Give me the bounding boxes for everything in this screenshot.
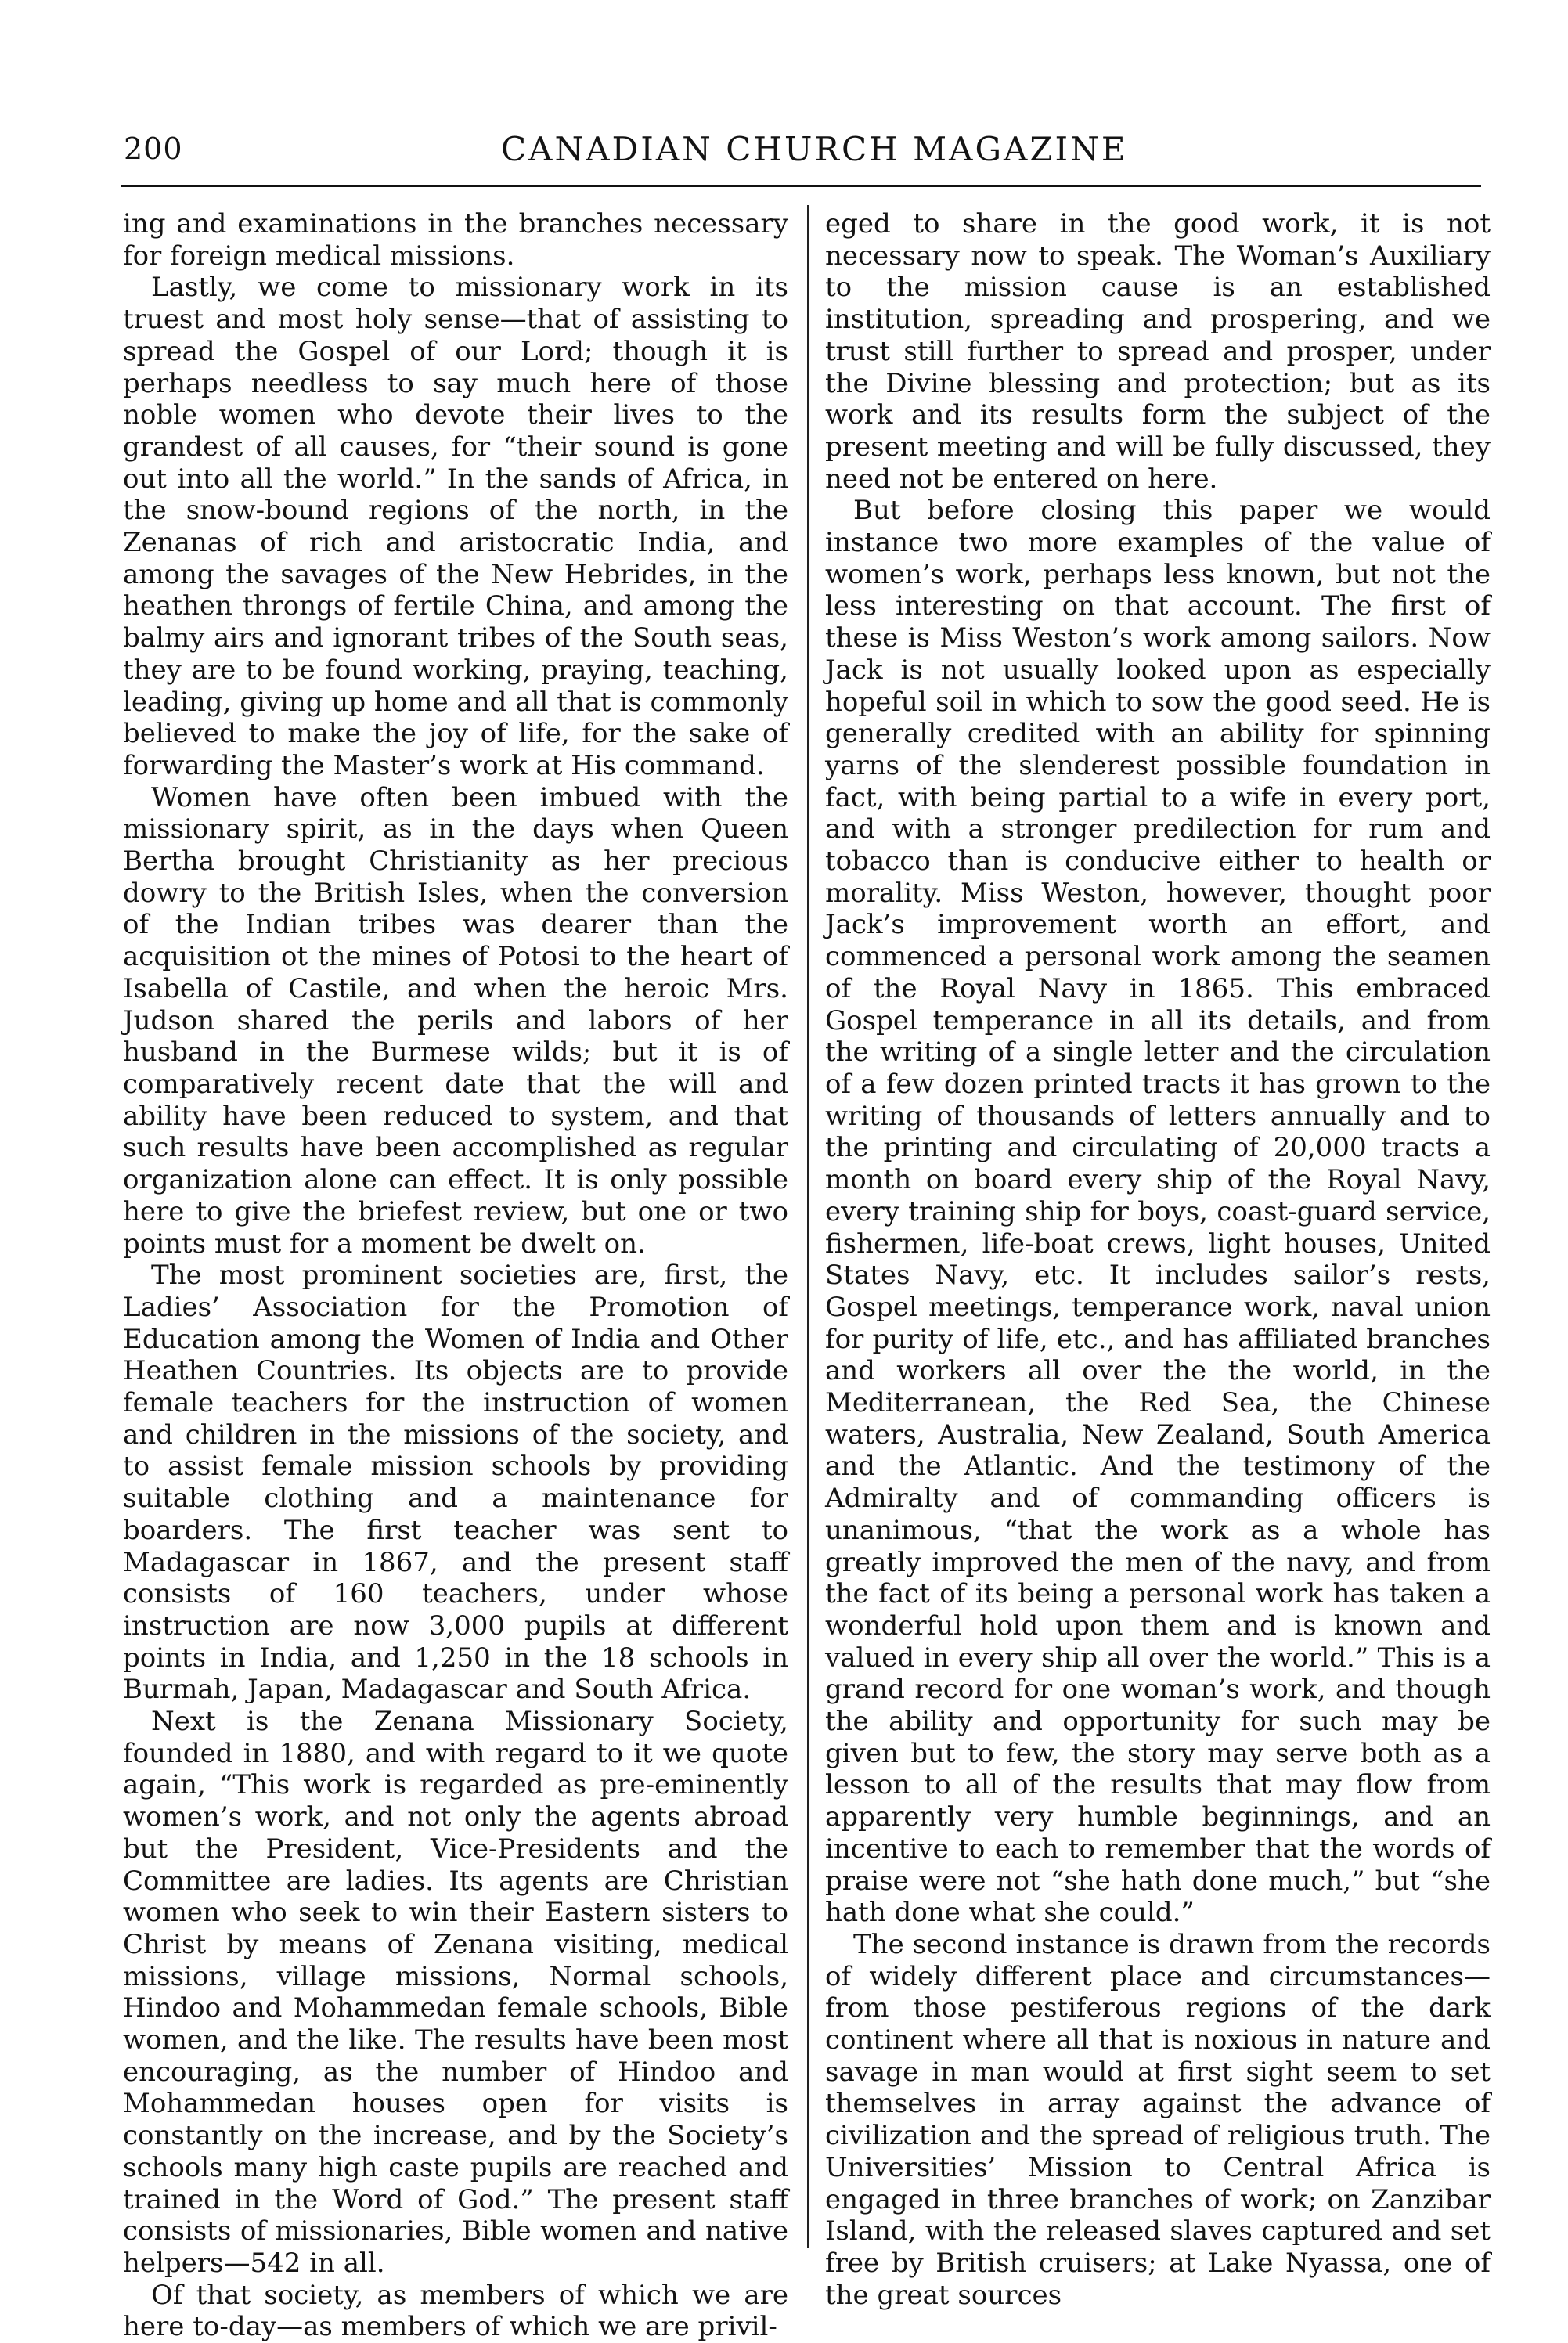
right-column — [825, 208, 1491, 2311]
paragraph: eged to share in the good work, it is not necessary now to speak. The Woman’s Auxiliary to the mission cause is an established institution, spreading and prospering, and we trust still further to spread and prosper, under the Divine blessing and protection; but as its work and its results form the subject of the present meeting and will be fully discussed, they need not be entered on here. — [825, 208, 1491, 495]
page-number: 200 — [124, 132, 183, 166]
paragraph: Of that society, as members of which we are here to-day—as members of which we are privil- — [123, 2279, 788, 2343]
paragraph: But before closing this paper we would instance two more examples of the value of women’s work, perhaps less known, but not the less interesting on that account. The first of these is Miss Weston’s work among sailors. Now Jack is not usually looked upon as especially hopeful soil in which to sow the good seed. He is generally credited with an ability for spinning yarns of the slenderest possible foundation in fact, with being partial to a wife in every port, and with a stronger predilection for rum and tobacco than is conducive either to health or morality. Miss Weston, however, thought poor Jack’s improvement worth an effort, and commenced a personal work among the seamen of the Royal Navy in 1865. This embraced Gospel temperance in all its details, and from the writing of a single letter and the circulation of a few dozen printed tracts it has grown to the writing of thousands of letters annually and to the printing and circulating of 20,000 tracts a month on board every ship of the Royal Navy, every training ship for boys, coast-guard service, fishermen, life-boat crews, light houses, United States Navy, etc. It includes sailor’s rests, Gospel meetings, temperance work, naval union for purity of life, etc., and has affiliated branches and workers all over the the world, in the Mediterranean, the Red Sea, the Chinese waters, Australia, New Zealand, South America and the Atlantic. And the testimony of the Admiralty and of commanding officers is unanimous, “that the work as a whole has greatly improved the men of the navy, and from the fact of its being a personal work has taken a wonderful hold upon them and is known and valued in every ship all over the world.” This is a grand record for one woman’s work, and though the ability and opportunity for such may be given but to few, the story may serve both as a lesson to all of the results that may flow from apparently very humble beginnings, and an incentive to each to remember that the words of praise were not “she hath done much,” but “she hath done what she could.” — [825, 495, 1491, 1929]
paragraph: The second instance is drawn from the records of widely different place and circumstances—from those pestiferous regions of the dark continent where all that is noxious in nature and savage in man would at first sight seem to set themselves in array against the advance of civilization and the spread of religious truth. The Universities’ Mission to Central Africa is engaged in three branches of work; on Zanzibar Island, with the released slaves captured and set free by British cruisers; at Lake Nyassa, one of the great sources — [825, 1928, 1491, 2311]
header-rule — [121, 185, 1481, 187]
column-divider — [807, 205, 809, 2248]
paragraph: Women have often been imbued with the missionary spirit, as in the days when Queen Bertha brought Christianity as her precious dowry to the British Isles, when the conversion of the Indian tribes was dearer than the acquisition ot the mines of Potosi to the heart of Isabella of Castile, and when the heroic Mrs. Judson shared the perils and labors of her husband in the Burmese wilds; but it is of comparatively recent date that the will and ability have been reduced to system, and that such results have been accomplished as regular organization alone can effect. It is only possible here to give the briefest review, but one or two points must for a moment be dwelt on. — [123, 781, 788, 1260]
paragraph: Next is the Zenana Missionary Society, founded in 1880, and with regard to it we quote again, “This work is regarded as pre-eminently women’s work, and not only the agents abroad but the President, Vice-Presidents and the Committee are ladies. Its agents are Christian women who seek to win their Eastern sisters to Christ by means of Zenana visiting, medical missions, village missions, Normal schools, Hindoo and Mohammedan female schools, Bible women, and the like. The results have been most encouraging, as the number of Hindoo and Mohammedan houses open for visits is constantly on the increase, and by the Society’s schools many high caste pupils are reached and trained in the Word of God.” The present staff consists of missionaries, Bible women and native helpers—542 in all. — [123, 1706, 788, 2279]
left-column — [123, 208, 788, 2343]
paragraph: Lastly, we come to missionary work in its truest and most holy sense—that of assisting to spread the Gospel of our Lord; though it is perhaps needless to say much here of those noble women who devote their lives to the grandest of all causes, for “their sound is gone out into all the world.” In the sands of Africa, in the snow-bound regions of the north, in the Zenanas of rich and aristocratic India, and among the savages of the New Hebrides, in the heathen throngs of fertile China, and among the balmy airs and ignorant tribes of the South seas, they are to be found working, praying, teaching, leading, giving up home and all that is commonly believed to make the joy of life, for the sake of forwarding the Master’s work at His command. — [123, 272, 788, 781]
page-title: CANADIAN CHURCH MAGAZINE — [501, 130, 1128, 168]
paragraph: The most prominent societies are, first, the Ladies’ Association for the Promotion of Education among the Women of India and Other Heathen Countries. Its objects are to provide female teachers for the instruction of women and children in the missions of the society, and to assist female mission schools by providing suitable clothing and a maintenance for boarders. The first teacher was sent to Madagascar in 1867, and the present staff consists of 160 teachers, under whose instruction are now 3,000 pupils at different points in India, and 1,250 in the 18 schools in Burmah, Japan, Madagascar and South Africa. — [123, 1260, 788, 1706]
paragraph: ing and examinations in the branches necessary for foreign medical missions. — [123, 208, 788, 272]
